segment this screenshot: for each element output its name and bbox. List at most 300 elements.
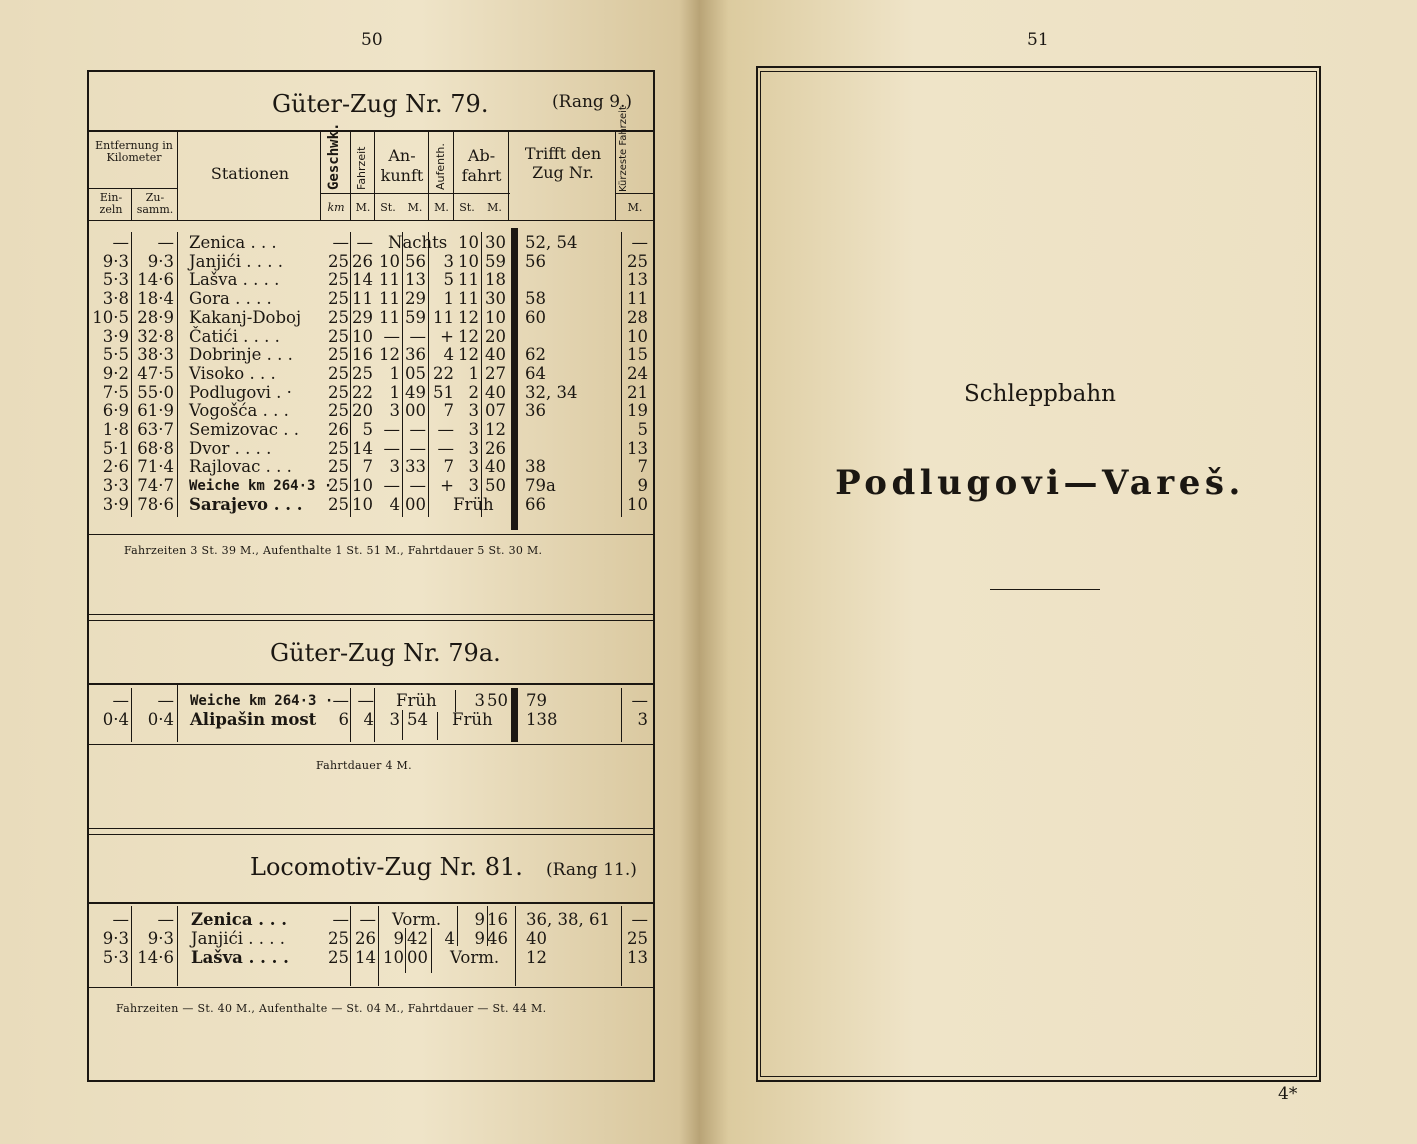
cell-ab_h: 3	[468, 401, 479, 421]
cell-an_h: 11	[379, 270, 400, 290]
cell-an_h: —	[383, 476, 400, 496]
cell-an_m: 05	[405, 363, 426, 383]
cell-trifft: 60	[525, 307, 546, 327]
header-ankunft: An- kunft	[380, 146, 424, 185]
cell-ab_m: 20	[485, 326, 506, 346]
cell-kz: 9	[637, 476, 648, 496]
col-rule	[320, 130, 321, 220]
cell-an_m: 36	[405, 345, 426, 365]
cell-auf: 7	[443, 401, 454, 421]
table-row	[0, 402, 700, 421]
cell-auf: —	[437, 420, 454, 439]
cell-gesch: —	[332, 691, 349, 710]
cell-kz: —	[631, 910, 648, 929]
cell-trifft: 58	[525, 289, 546, 309]
cell-station: Visoko . . .	[189, 363, 276, 383]
cell-station: Weiche km 264·3 ·	[190, 693, 334, 709]
cell-gesch: 25	[328, 948, 349, 967]
cell-einz: 3·3	[102, 476, 129, 496]
train-79a-title: Güter-Zug Nr. 79a.	[270, 639, 501, 667]
header-fahrzeit: Fahrzeit	[355, 146, 368, 190]
rule	[89, 828, 653, 829]
cell-ab_h: 10	[458, 233, 479, 252]
cell-ab_m: 30	[485, 289, 506, 309]
cell-gesch: 25	[328, 345, 349, 365]
rule	[89, 744, 653, 745]
cell-an_h: Nachts	[388, 233, 448, 252]
cell-fz: 7	[362, 457, 373, 477]
cell-trifft: 56	[525, 251, 546, 271]
cell-auf: +	[440, 476, 454, 496]
cell-an_h: —	[383, 420, 400, 439]
cell-zus: 61·9	[137, 401, 174, 421]
unit-m: M.	[434, 201, 449, 214]
cell-zus: 78·6	[137, 494, 174, 514]
cell-einz: 9·3	[102, 929, 129, 948]
cell-station: Zenica . . .	[189, 233, 277, 252]
rule	[89, 620, 653, 621]
cell-fz: 29	[352, 307, 373, 327]
cell-station: Zenica . . .	[191, 910, 288, 929]
cell-gesch: 25	[328, 270, 349, 290]
cell-einz: 5·3	[102, 948, 129, 967]
cell-trifft: 38	[525, 457, 546, 477]
rule	[89, 902, 653, 904]
cell-ab_m: 16	[487, 910, 508, 929]
cell-trifft: 64	[525, 363, 546, 383]
cell-station: Dvor . . . .	[189, 438, 272, 458]
rule	[89, 614, 653, 615]
cell-zus: 28·9	[137, 307, 174, 327]
cell-fz: 10	[352, 326, 373, 346]
cell-gesch: 6	[338, 710, 349, 729]
cell-an_m: 56	[405, 251, 426, 271]
page-number: 51	[1027, 30, 1049, 50]
cell-ab_h: 9	[474, 910, 485, 929]
cell-an_h: 9	[393, 929, 404, 948]
cell-ab_m: 50	[485, 476, 506, 496]
right-page	[700, 0, 1417, 1144]
header-zusamm: Zu- samm.	[136, 191, 174, 216]
cell-einz: 5·1	[102, 438, 129, 458]
right-frame-inner	[760, 71, 1317, 1077]
rule	[89, 987, 653, 988]
cell-gesch: 25	[328, 251, 349, 271]
cell-ab_m: 40	[485, 457, 506, 477]
cell-an_m: —	[409, 476, 426, 496]
cell-kz: 21	[627, 382, 648, 402]
cell-an_m: 42	[407, 929, 428, 948]
cell-ab_h: 3	[474, 691, 485, 710]
cell-an_h: 11	[379, 307, 400, 327]
cell-an_m: 00	[405, 494, 426, 514]
cell-auf: 5	[443, 270, 454, 290]
cell-kz: 11	[627, 289, 648, 309]
cell-einz: —	[112, 691, 129, 710]
cell-gesch: 25	[328, 307, 349, 327]
cell-ab_h: 3	[468, 476, 479, 496]
cell-ab_h: Früh	[453, 494, 494, 514]
cell-fz: —	[357, 691, 374, 710]
cell-station: Gora . . . .	[189, 289, 272, 309]
cell-an_m: 00	[407, 948, 428, 967]
cell-station: Alipašin most	[190, 710, 317, 729]
cell-trifft: 40	[526, 929, 547, 948]
title-rule	[990, 589, 1100, 590]
cell-einz: 5·3	[102, 270, 129, 290]
cell-an_m: —	[409, 420, 426, 439]
table-row	[0, 458, 700, 477]
cell-einz: 2·6	[102, 457, 129, 477]
cell-fz: —	[356, 233, 373, 252]
cell-gesch: 25	[328, 401, 349, 421]
cell-kz: 3	[637, 710, 648, 729]
cell-fz: 20	[352, 401, 373, 421]
table-row	[0, 496, 700, 515]
table-row	[0, 365, 700, 384]
unit-m: M.	[487, 201, 502, 214]
cell-ab_h: 3	[468, 420, 479, 439]
unit-km: km	[327, 201, 345, 214]
header-time-split	[320, 193, 510, 194]
cell-fz: 25	[352, 363, 373, 383]
cell-einz: 9·3	[102, 251, 129, 271]
cell-an_h: 4	[389, 494, 400, 514]
cell-einz: 9·2	[102, 363, 129, 383]
cell-ab_h: 3	[468, 438, 479, 458]
cell-an_m: 59	[405, 307, 426, 327]
cell-ab_m: 40	[485, 345, 506, 365]
cell-trifft: 52, 54	[525, 233, 578, 252]
cell-ab_h: 11	[458, 270, 479, 290]
cell-kz: 24	[627, 363, 648, 383]
cell-fz: 22	[352, 382, 373, 402]
cell-kz: 19	[627, 401, 648, 421]
cell-ab_m: 18	[485, 270, 506, 290]
cell-auf: 11	[433, 307, 454, 327]
cell-an_m: 29	[405, 289, 426, 309]
cell-zus: 9·3	[147, 251, 174, 271]
cell-ab_h: 12	[458, 326, 479, 346]
cell-fz: 5	[362, 420, 373, 439]
cell-ab_h: 3	[468, 457, 479, 477]
cell-fz: 10	[352, 494, 373, 514]
cell-an_m: —	[409, 326, 426, 346]
cell-zus: —	[157, 691, 174, 710]
cell-zus: 18·4	[137, 289, 174, 309]
col-rule	[131, 188, 132, 220]
unit-m: M.	[407, 201, 423, 214]
cell-trifft: 12	[526, 948, 547, 967]
cell-einz: —	[112, 233, 129, 252]
cell-kz: 10	[627, 326, 648, 346]
cell-ab_m: 50	[487, 691, 508, 710]
cell-kz: 5	[637, 420, 648, 439]
cell-trifft: 36	[525, 401, 546, 421]
cell-auf: 4	[443, 345, 454, 365]
header-trifft: Trifft den Zug Nr.	[524, 144, 602, 182]
route-title: Podlugovi—Vareš.	[835, 463, 1245, 503]
train-79-summary: Fahrzeiten 3 St. 39 M., Aufenthalte 1 St. 51 M., Fahrtdauer 5 St. 30 M.	[124, 544, 543, 557]
header-kz-split	[615, 193, 653, 194]
cell-einz: 3·8	[102, 289, 129, 309]
cell-station: Weiche km 264·3 ·	[189, 478, 333, 495]
cell-an_h: 12	[379, 345, 400, 365]
cell-zus: 47·5	[137, 363, 174, 383]
train-79-title: Güter-Zug Nr. 79.	[272, 90, 489, 118]
cell-fz: 11	[352, 289, 373, 309]
cell-auf: +	[440, 326, 454, 346]
cell-ab_m: 46	[487, 929, 508, 948]
header-km-split	[89, 188, 177, 189]
table-row	[0, 271, 700, 290]
cell-station: Podlugovi . ·	[189, 382, 292, 402]
table-row	[0, 711, 700, 730]
cell-fz: 10	[352, 476, 373, 496]
cell-station: Lašva . . . .	[191, 948, 289, 967]
table-row	[0, 234, 700, 253]
table-row	[0, 346, 700, 365]
cell-ab_h: 10	[458, 251, 479, 271]
cell-an_m: —	[409, 438, 426, 458]
cell-kz: 7	[637, 457, 648, 477]
cell-auf: —	[437, 438, 454, 458]
cell-fz: 4	[363, 710, 374, 729]
cell-ab_h: 2	[468, 382, 479, 402]
cell-station: Čatići . . . .	[189, 326, 280, 346]
cell-an_m: 33	[405, 457, 426, 477]
header-bottom-rule	[89, 220, 653, 221]
cell-kz: —	[631, 691, 648, 710]
cell-gesch: —	[332, 233, 349, 252]
cell-trifft: 79	[526, 691, 547, 710]
cell-zus: —	[157, 910, 174, 929]
rule	[89, 834, 653, 835]
cell-einz: 3·9	[102, 494, 129, 514]
header-top-rule	[89, 130, 653, 132]
cell-ab_h: Vorm.	[450, 948, 500, 967]
cell-zus: 55·0	[137, 382, 174, 402]
cell-einz: 10·5	[92, 307, 129, 327]
cell-trifft: 36, 38, 61	[526, 910, 610, 929]
cell-ab_m: 59	[485, 251, 506, 271]
cell-zus: 68·8	[137, 438, 174, 458]
train-81-title: Locomotiv-Zug Nr. 81.	[250, 853, 523, 881]
cell-ab_m: 40	[485, 382, 506, 402]
cell-ab_h: 9	[474, 929, 485, 948]
cell-einz: —	[112, 910, 129, 929]
cell-gesch: 25	[328, 929, 349, 948]
table-row	[0, 384, 700, 403]
cell-gesch: 25	[328, 494, 349, 514]
rule	[89, 534, 653, 535]
cell-an_h: 10	[379, 251, 400, 271]
cell-zus: 74·7	[137, 476, 174, 496]
col-rule	[350, 130, 351, 220]
header-kuerzeste: Kürzeste Fahrzeit	[618, 106, 629, 192]
cell-an_h: 1	[389, 363, 400, 383]
cell-einz: 3·9	[102, 326, 129, 346]
cell-trifft: 138	[526, 710, 558, 729]
cell-kz: 28	[627, 307, 648, 327]
unit-st: St.	[459, 201, 475, 214]
cell-auf: 7	[443, 457, 454, 477]
cell-zus: 14·6	[137, 948, 174, 967]
cell-gesch: —	[332, 910, 349, 929]
cell-station: Sarajevo . . .	[189, 494, 303, 514]
cell-einz: 6·9	[102, 401, 129, 421]
cell-an_h: 3	[389, 457, 400, 477]
train-79-rang: (Rang 9.)	[552, 92, 633, 112]
cell-an_h: —	[383, 326, 400, 346]
cell-trifft: 79a	[525, 476, 556, 496]
cell-ab_m: 26	[485, 438, 506, 458]
cell-zus: 38·3	[137, 345, 174, 365]
header-einzeln: Ein- zeln	[99, 191, 123, 216]
cell-einz: 7·5	[102, 382, 129, 402]
table-row	[0, 253, 700, 272]
rule	[89, 683, 653, 685]
page-number: 50	[361, 30, 383, 50]
unit-m: M.	[355, 201, 371, 214]
train-81-summary: Fahrzeiten — St. 40 M., Aufenthalte — St. 04 M., Fahrtdauer — St. 44 M.	[116, 1002, 547, 1015]
cell-kz: 13	[627, 270, 648, 290]
cell-gesch: 25	[328, 476, 349, 496]
cell-zus: —	[157, 233, 174, 252]
cell-an_h: 1	[389, 382, 400, 402]
col-rule	[428, 130, 429, 220]
cell-ab_m: 30	[485, 233, 506, 252]
cell-gesch: 25	[328, 457, 349, 477]
cell-station: Kakanj-Doboj	[189, 307, 302, 327]
header-abfahrt: Ab- fahrt	[461, 146, 502, 185]
cell-einz: 1·8	[102, 420, 129, 439]
cell-kz: —	[631, 233, 648, 252]
col-rule	[453, 130, 454, 220]
cell-zus: 0·4	[147, 710, 174, 729]
signature-mark: 4*	[1278, 1084, 1298, 1104]
cell-gesch: 25	[328, 438, 349, 458]
col-rule	[374, 130, 375, 220]
cell-fz: 26	[355, 929, 376, 948]
cell-ab_m: 07	[485, 401, 506, 421]
cell-zus: 14·6	[137, 270, 174, 290]
cell-einz: 0·4	[102, 710, 129, 729]
cell-fz: 16	[352, 345, 373, 365]
cell-an_m: 00	[405, 401, 426, 421]
cell-ab_h: 12	[458, 307, 479, 327]
table-row	[0, 421, 700, 440]
cell-station: Rajlovac . . .	[189, 457, 292, 477]
cell-auf: 51	[433, 382, 454, 402]
cell-fz: —	[359, 910, 376, 929]
schleppbahn-label: Schleppbahn	[964, 381, 1116, 407]
cell-zus: 9·3	[147, 929, 174, 948]
table-row	[0, 290, 700, 309]
cell-an_m: 49	[405, 382, 426, 402]
cell-station: Semizovac . .	[189, 420, 299, 439]
table-row	[0, 328, 700, 347]
cell-trifft: 32, 34	[525, 382, 578, 402]
table-row	[0, 477, 700, 496]
cell-an_h: Vorm.	[392, 910, 442, 929]
table-row	[0, 911, 700, 930]
cell-an_m: 54	[407, 710, 428, 729]
cell-fz: 26	[352, 251, 373, 271]
cell-kz: 15	[627, 345, 648, 365]
cell-zus: 63·7	[137, 420, 174, 439]
cell-auf: 4	[444, 929, 455, 948]
cell-station: Vogošća . . .	[189, 401, 289, 421]
cell-station: Lašva . . . .	[189, 270, 280, 290]
cell-ab_m: 27	[485, 363, 506, 383]
cell-an_h: Früh	[396, 691, 437, 710]
cell-kz: 25	[627, 251, 648, 271]
header-geschwk: Geschwk.	[326, 122, 342, 190]
cell-an_h: 3	[389, 710, 400, 729]
table-row	[0, 309, 700, 328]
cell-station: Janjići . . . .	[191, 929, 285, 948]
table-row	[0, 440, 700, 459]
cell-fz: 14	[355, 948, 376, 967]
cell-fz: 14	[352, 270, 373, 290]
col-rule	[508, 130, 509, 220]
cell-station: Janjići . . . .	[189, 251, 283, 271]
cell-kz: 25	[627, 929, 648, 948]
unit-st: St.	[380, 201, 396, 214]
cell-auf: 22	[433, 363, 454, 383]
cell-station: Dobrinje . . .	[189, 345, 293, 365]
cell-kz: 13	[627, 948, 648, 967]
cell-ab_m: 12	[485, 420, 506, 439]
cell-auf: 3	[443, 251, 454, 271]
cell-ab_h: 12	[458, 345, 479, 365]
cell-zus: 32·8	[137, 326, 174, 346]
cell-trifft: 66	[525, 494, 546, 514]
cell-ab_h: 1	[468, 363, 479, 383]
col-rule	[177, 130, 178, 220]
cell-gesch: 25	[328, 289, 349, 309]
cell-kz: 13	[627, 438, 648, 458]
table-row	[0, 692, 700, 711]
train-81-rang: (Rang 11.)	[546, 860, 637, 880]
left-page	[0, 0, 700, 1144]
cell-zus: 71·4	[137, 457, 174, 477]
header-aufenth: Aufenth.	[434, 143, 447, 190]
cell-ab_h: 11	[458, 289, 479, 309]
cell-an_h: —	[383, 438, 400, 458]
header-entfernung: Entfernung in Kilometer	[95, 139, 173, 164]
unit-m: M.	[627, 201, 643, 214]
cell-gesch: 25	[328, 382, 349, 402]
cell-an_m: 13	[405, 270, 426, 290]
header-stationen: Stationen	[210, 164, 290, 183]
cell-ab_m: 10	[485, 307, 506, 327]
cell-einz: 5·5	[102, 345, 129, 365]
cell-an_h: 3	[389, 401, 400, 421]
cell-kz: 10	[627, 494, 648, 514]
train-79a-summary: Fahrtdauer 4 M.	[316, 759, 412, 772]
cell-an_h: 10	[383, 948, 404, 967]
cell-ab_h: Früh	[452, 710, 493, 729]
cell-gesch: 26	[328, 420, 349, 439]
cell-trifft: 62	[525, 345, 546, 365]
cell-an_h: 11	[379, 289, 400, 309]
table-row	[0, 930, 700, 949]
table-row	[0, 949, 700, 968]
cell-fz: 14	[352, 438, 373, 458]
cell-gesch: 25	[328, 326, 349, 346]
